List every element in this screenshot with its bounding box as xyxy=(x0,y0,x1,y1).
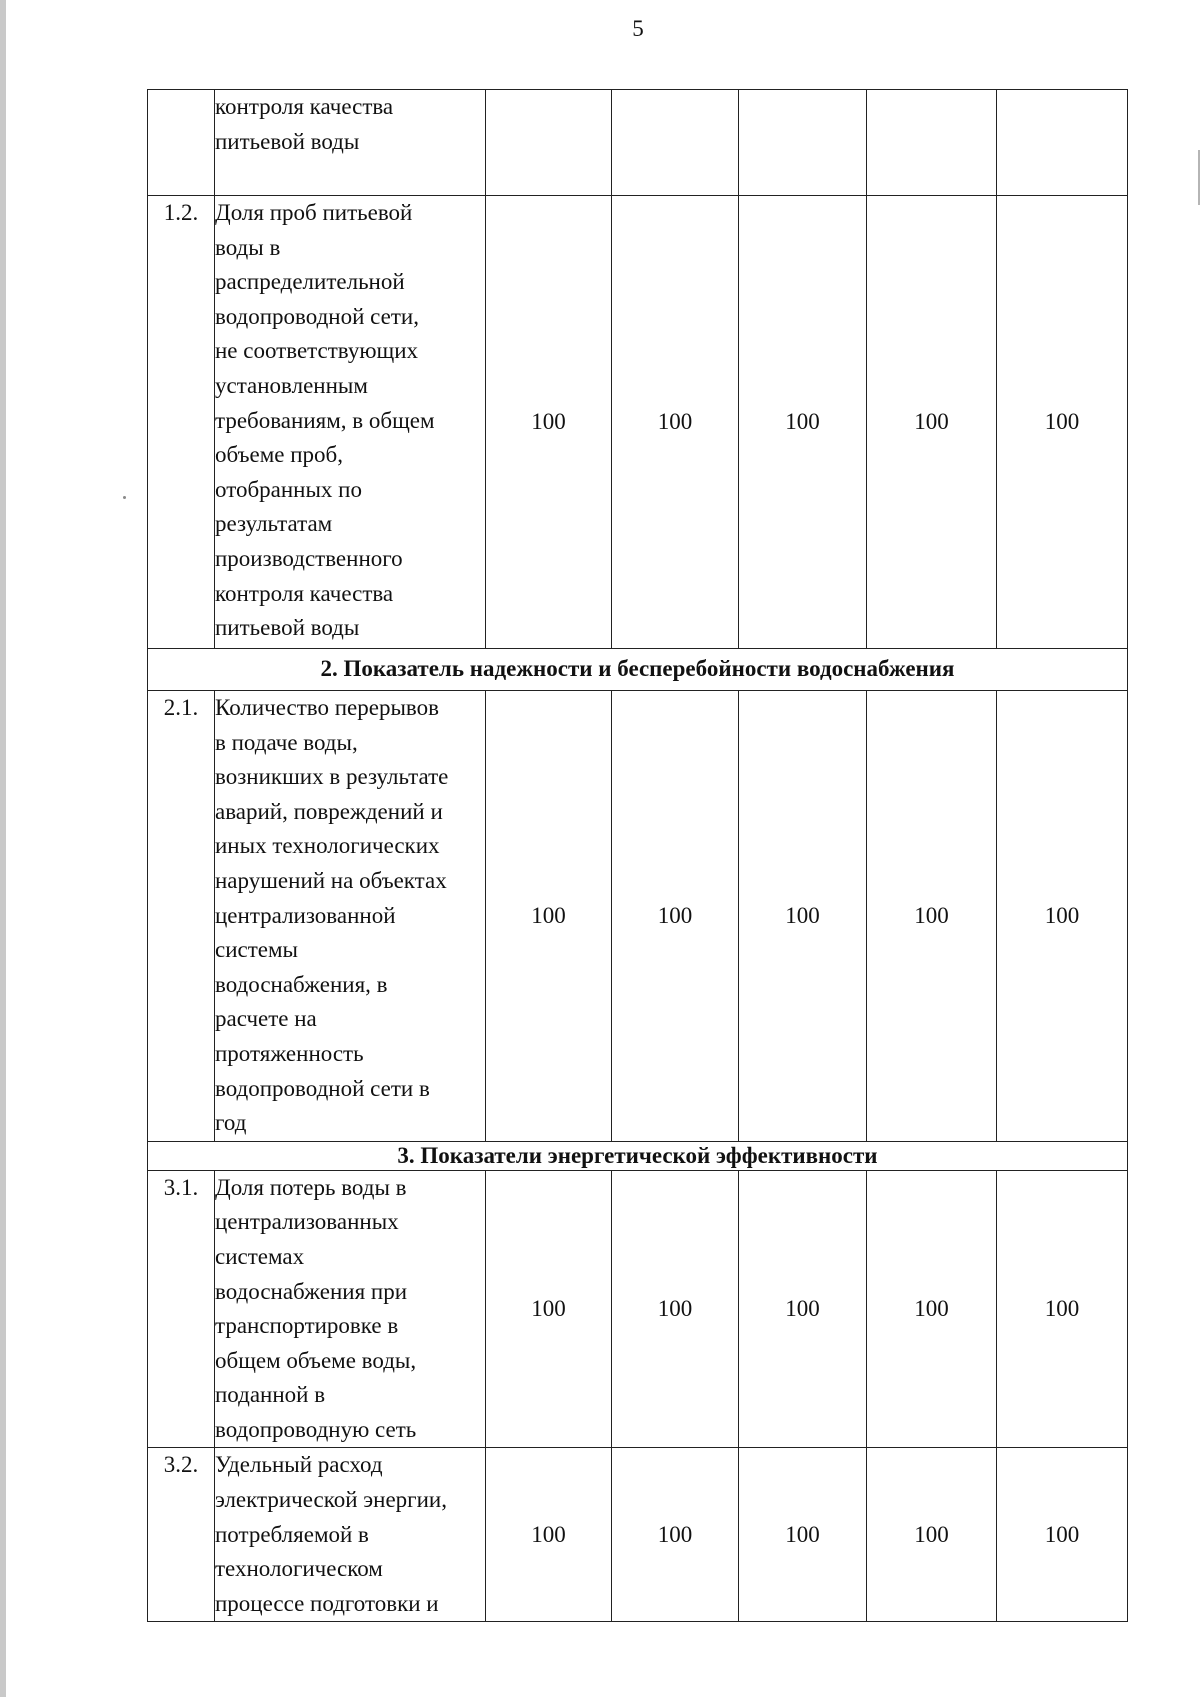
row-number: 3.1. xyxy=(148,1170,215,1448)
indicator-description: контроля качества питьевой воды xyxy=(215,90,486,196)
indicator-value: 100 xyxy=(997,1170,1128,1448)
indicator-value: 100 xyxy=(612,1170,739,1448)
indicator-value: 100 xyxy=(486,1170,612,1448)
section-heading: 3. Показатели энергетической эффективности xyxy=(148,1141,1128,1170)
scan-left-edge xyxy=(0,0,6,1697)
indicator-value: 100 xyxy=(486,691,612,1142)
indicator-value: 100 xyxy=(867,691,997,1142)
indicator-value: 100 xyxy=(997,1448,1128,1622)
indicator-value: 100 xyxy=(867,1448,997,1622)
section-heading: 2. Показатель надежности и бесперебойности водоснабжения xyxy=(148,649,1128,691)
row-number: 3.2. xyxy=(148,1448,215,1622)
scan-speck xyxy=(123,496,126,499)
indicator-description: Количество перерывов в подаче воды, возникших в результате аварий, повреждений и иных технологических нарушений на объектах централизованной системы водоснабжения, в расчете на протяженность водопроводной сети в год xyxy=(215,691,486,1142)
indicator-value: 100 xyxy=(739,691,867,1142)
indicator-value: 100 xyxy=(486,196,612,649)
indicator-description: Доля потерь воды в централизованных системах водоснабжения при транспортировке в общем объеме воды, поданной в водопроводную сеть xyxy=(215,1170,486,1448)
indicators-table xyxy=(147,89,1128,1622)
table-row xyxy=(148,90,1128,196)
indicator-value: 100 xyxy=(612,1448,739,1622)
row-number: 2.1. xyxy=(148,691,215,1142)
indicator-value: 100 xyxy=(486,1448,612,1622)
indicator-value xyxy=(739,90,867,196)
indicator-value xyxy=(486,90,612,196)
row-number: 1.2. xyxy=(148,196,215,649)
indicator-value: 100 xyxy=(739,1448,867,1622)
indicator-value: 100 xyxy=(739,196,867,649)
indicator-value: 100 xyxy=(997,196,1128,649)
table-row xyxy=(148,1448,1128,1622)
section-row xyxy=(148,649,1128,691)
indicator-description: Удельный расход электрической энергии, потребляемой в технологическом процессе подготовки и xyxy=(215,1448,486,1622)
indicator-value xyxy=(612,90,739,196)
indicator-value xyxy=(867,90,997,196)
indicator-value: 100 xyxy=(867,196,997,649)
indicator-value: 100 xyxy=(867,1170,997,1448)
page-number: 5 xyxy=(632,16,644,41)
row-number xyxy=(148,90,215,196)
indicator-value: 100 xyxy=(997,691,1128,1142)
indicator-value: 100 xyxy=(739,1170,867,1448)
indicator-value xyxy=(997,90,1128,196)
table-row xyxy=(148,196,1128,649)
indicator-value: 100 xyxy=(612,196,739,649)
table-row xyxy=(148,691,1128,1142)
indicator-description: Доля проб питьевой воды в распределительной водопроводной сети, не соответствующих установленным требованиям, в общем объеме проб, отобранных по результатам производственного контроля качества питьевой воды xyxy=(215,196,486,649)
table-row xyxy=(148,1170,1128,1448)
section-row xyxy=(148,1141,1128,1170)
indicator-value: 100 xyxy=(612,691,739,1142)
